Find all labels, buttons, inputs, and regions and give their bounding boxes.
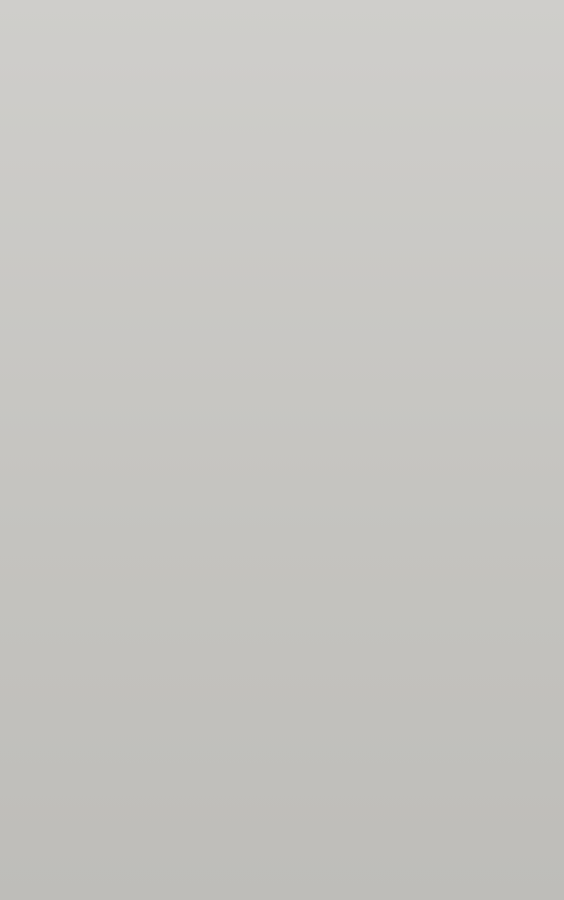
toc-header (32, 4, 540, 26)
